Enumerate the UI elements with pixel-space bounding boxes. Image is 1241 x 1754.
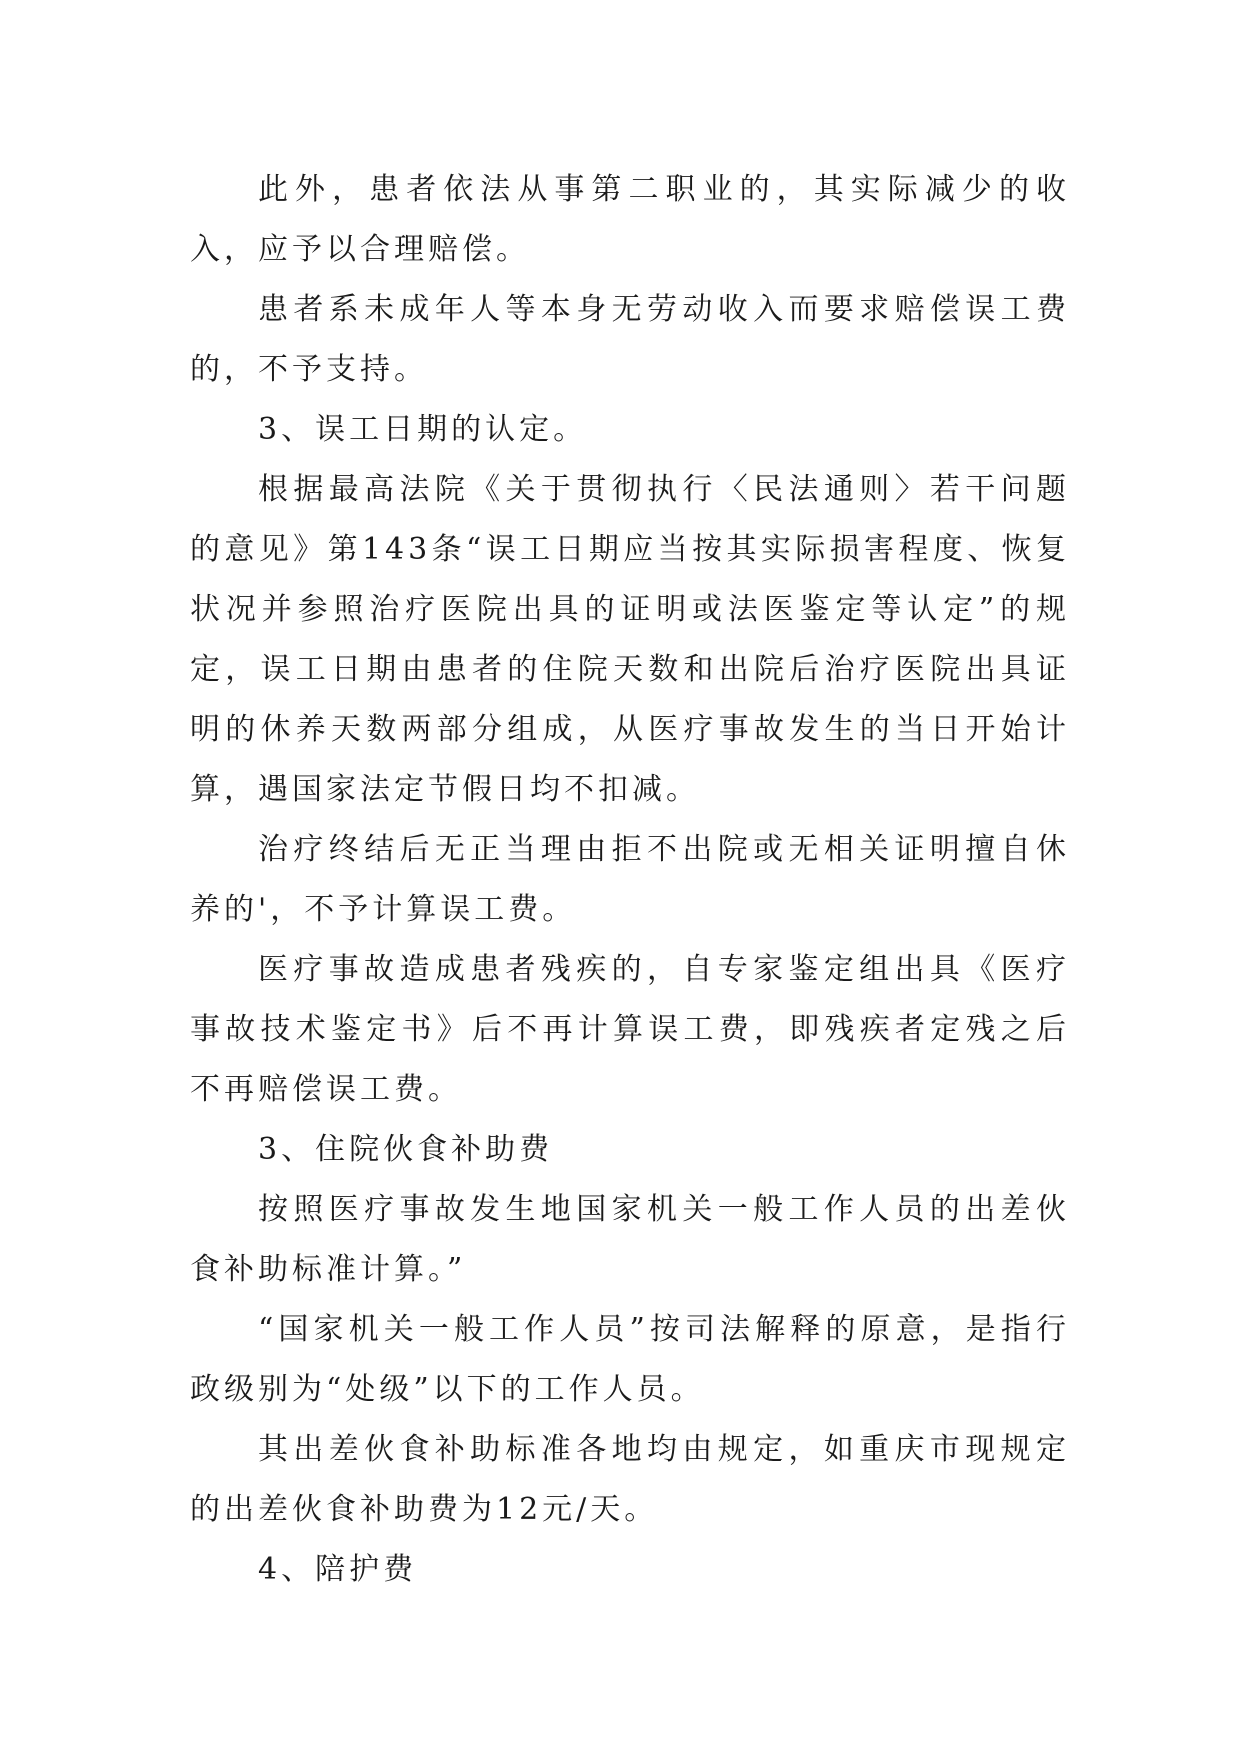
paragraph-staff-definition: “国家机关一般工作人员”按司法解释的原意，是指行政级别为“处级”以下的工作人员。 [190, 1312, 1070, 1407]
heading-lost-work-days: 3、误工日期的认定。 [258, 412, 588, 447]
paragraph-no-proper-reason: 治疗终结后无正当理由拒不出院或无相关证明擅自休养的'，不予计算误工费。 [190, 832, 1070, 927]
heading-meal-allowance: 3、住院伙食补助费 [258, 1132, 554, 1167]
paragraph-chongqing-standard: 其出差伙食补助标准各地均由规定，如重庆市现规定的出差伙食补助费为12元/天。 [190, 1432, 1070, 1527]
paragraph-meal-standard: 按照医疗事故发生地国家机关一般工作人员的出差伙食补助标准计算。” [190, 1192, 1070, 1287]
paragraph-minor-no-income: 患者系未成年人等本身无劳动收入而要求赔偿误工费的，不予支持。 [190, 292, 1070, 387]
paragraph-supreme-court-opinion: 根据最高法院《关于贯彻执行〈民法通则〉若干问题的意见》第143条“误工日期应当按其实际损害程度、恢复状况并参照治疗医院出具的证明或法医鉴定等认定”的规定，误工日期由患者的住院天数和出院后治疗医院出具证明的休养天数两部分组成，从医疗事故发生的当日开始计算，遇国家法定节假日均不扣减。 [190, 472, 1070, 807]
document-body [190, 160, 1070, 1600]
heading-nursing-fee: 4、陪护费 [258, 1552, 418, 1587]
paragraph-disability: 医疗事故造成患者残疾的，自专家鉴定组出具《医疗事故技术鉴定书》后不再计算误工费，即残疾者定残之后不再赔偿误工费。 [190, 952, 1070, 1107]
paragraph-second-job-income: 此外，患者依法从事第二职业的，其实际减少的收入，应予以合理赔偿。 [190, 172, 1070, 267]
